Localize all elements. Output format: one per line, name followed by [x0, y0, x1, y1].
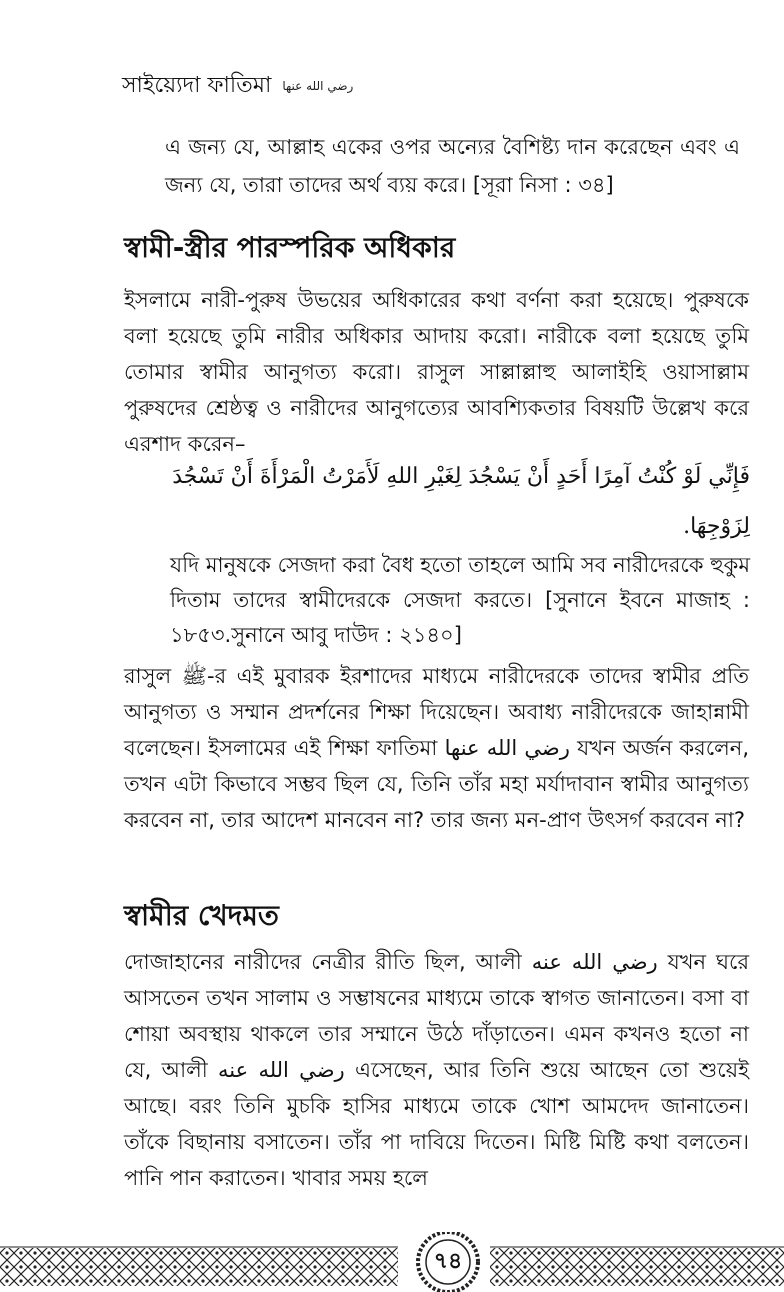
paragraph-service: দোজাহানের নারীদের নেত্রীর রীতি ছিল, আলী رضي الله عنه যখন ঘরে আসতেন তখন সালাম ও সম্ভাষনের মাধ্যমে তাকে স্বাগত জানাতেন। বসা বা শোয়া অবস্থায় থাকলে তার সম্মানে উঠে দাঁড়াতেন। এমন কখনও হতো না যে, আলী رضي الله عنه এসেছেন, আর তিনি শুয়ে আছেন তো শুয়েই আছে। বরং তিনি মুচকি হাসির মাধ্যমে তাকে খোশ আমদেদ জানাতেন। তাঁকে বিছানায় বসাতেন। তাঁর পা দাবিয়ে দিতেন। মিষ্টি মিষ্টি কথা বলতেন। পানি পান করাতেন। খাবার সময় হলে: [124, 950, 749, 1190]
section-heading-service: স্বামীর খেদমত: [124, 899, 279, 932]
section-heading-mutual-rights: স্বামী-স্ত্রীর পারস্পরিক অধিকার: [124, 231, 456, 264]
quran-translation-quote: এ জন্য যে, আল্লাহ একের ওপর অন্যের বৈশিষ্ট্য দান করেছেন এবং এ জন্য যে, তারা তাদের অর্থ ব্যয় করে। [সূরা নিসা : ৩৪]: [165, 135, 740, 197]
arabic-hadith: فَإِنِّي لَوْ كُنْتُ آمِرًا أَحَدٍ أَنْ يَسْجُدَ لِغَيْرِ اللهِ لَأَمَرْتُ الْمَرْأَةَ أَنْ تَسْجُدَ لِزَوْجِهَا.: [172, 464, 750, 539]
running-head: [122, 68, 353, 105]
page-number: ৭৪: [433, 1248, 463, 1274]
ornamental-footer-border: [0, 1232, 784, 1292]
honorific-calligraphy: رضي الله عنها: [282, 79, 354, 93]
paragraph-obedience: রাসুল ﷺ-র এই মুবারক ইরশাদের মাধ্যমে নারীদেরকে তাদের স্বামীর প্রতি আনুগত্য ও সম্মান প্রদর্শনের শিক্ষা দিয়েছেন। অবাধ্য নারীদেরকে জাহান্নামী বলেছেন। ইসলামের এই শিক্ষা ফাতিমা رضي الله عنها যখন অর্জন করলেন, তখন এটা কিভাবে সম্ভব ছিল যে, তিনি তাঁর মহা মর্যাদাবান স্বামীর আনুগত্য করবেন না, তার আদেশ মানবেন না? তার জন্য মন-প্রাণ উৎসর্গ করবেন না?: [124, 664, 750, 832]
paragraph-mutual-rights: ইসলামে নারী-পুরুষ উভয়ের অধিকারের কথা বর্ণনা করা হয়েছে। পুরুষকে বলা হয়েছে তুমি নারীর অধিকার আদায় করো। নারীকে বলা হয়েছে তুমি তোমার স্বামীর আনুগত্য করো। রাসুল সাল্লাল্লাহু আলাইহি ওয়াসাল্লাম পুরুষদের শ্রেষ্ঠত্ব ও নারীদের আনুগত্যের আবশ্যিকতার বিষয়টি উল্লেখ করে এরশাদ করেন–: [124, 288, 749, 456]
hadith-translation: যদি মানুষকে সেজদা করা বৈধ হতো তাহলে আমি সব নারীদেরকে হুকুম দিতাম তাদের স্বামীদেরকে সেজদা করতে। [সুনানে ইবনে মাজাহ : ১৮৫৩.সুনানে আবু দাউদ : ২১৪০]: [170, 553, 750, 647]
running-head-title: সাইয়্যেদা ফাতিমা: [122, 73, 272, 98]
